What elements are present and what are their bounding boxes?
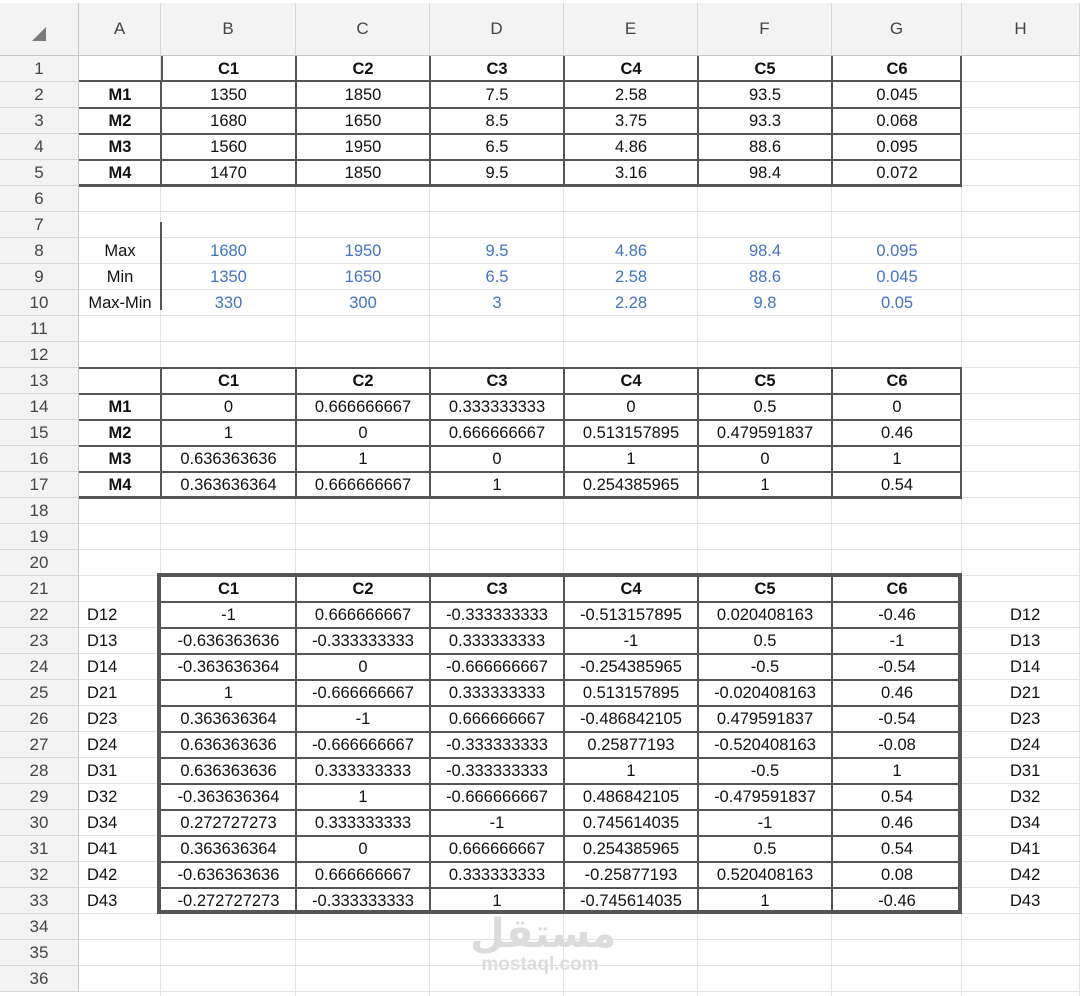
row-header-5[interactable]: 5 [0, 160, 79, 186]
table3-value-cell[interactable]: 0.486842105 [582, 788, 680, 806]
table3-inner-border [161, 887, 958, 889]
table3-inner-border [295, 573, 297, 913]
stats-value-cell[interactable]: 330 [214, 294, 243, 312]
table2-border [79, 445, 962, 447]
table3-value-cell[interactable]: 0.333333333 [314, 762, 412, 780]
table3-inner-border [161, 809, 958, 811]
row-header-35[interactable]: 35 [0, 940, 79, 966]
table1-value-cell[interactable]: 0.045 [876, 86, 918, 104]
column-header-c[interactable]: C [296, 3, 430, 56]
table1-value-cell[interactable]: 0.095 [876, 138, 918, 156]
table3-value-cell[interactable]: 0.666666667 [314, 866, 412, 884]
table3-value-cell[interactable]: 0.636363636 [180, 736, 277, 754]
table2-value-cell[interactable]: 0.479591837 [716, 424, 814, 442]
table1-value-cell[interactable]: 8.5 [485, 112, 509, 130]
table3-value-cell[interactable]: 0.636363636 [180, 762, 277, 780]
table3-value-cell[interactable]: -0.46 [878, 892, 916, 910]
table2-border [160, 368, 162, 498]
table2-header-cell[interactable]: C5 [754, 372, 776, 390]
table3-value-cell[interactable]: 1 [760, 892, 770, 910]
column-header-h[interactable]: H [962, 3, 1080, 56]
watermark-latin: mostaql.com [481, 954, 599, 975]
table2-value-cell[interactable]: 1 [223, 424, 234, 442]
stats-value-cell[interactable]: 0.045 [876, 268, 918, 286]
table1-value-cell[interactable]: 1850 [344, 86, 382, 104]
table3-row-label-right[interactable]: D23 [1010, 710, 1041, 728]
table1-border [160, 82, 162, 186]
table1-border [563, 56, 565, 186]
table2-value-cell[interactable]: 1 [358, 450, 368, 468]
table1-value-cell[interactable]: 1850 [344, 164, 382, 182]
stats-value-cell[interactable]: 98.4 [748, 242, 782, 260]
table3-value-cell[interactable]: 0.666666667 [314, 606, 412, 624]
table3-value-cell[interactable]: -0.363636364 [177, 788, 280, 806]
table3-value-cell[interactable]: -1 [889, 632, 905, 650]
table2-value-cell[interactable]: 1 [892, 450, 902, 468]
table1-value-cell[interactable]: 88.6 [748, 138, 782, 156]
row-header-2[interactable]: 2 [0, 82, 79, 108]
table3-value-cell[interactable]: -0.54 [878, 658, 916, 676]
table3-row-label-right[interactable]: D31 [1010, 762, 1041, 780]
table3-value-cell[interactable]: -1 [489, 814, 505, 832]
column-header-e[interactable]: E [564, 3, 698, 56]
table2-border [697, 368, 699, 498]
table3-value-cell[interactable]: 0.363636364 [180, 840, 277, 858]
table1-value-cell[interactable]: 1680 [210, 112, 247, 130]
table3-header-cell[interactable]: C1 [217, 580, 240, 598]
stats-value-cell[interactable]: 1950 [344, 242, 382, 260]
row-header-13[interactable]: 13 [0, 368, 79, 394]
table3-inner-border [161, 731, 958, 733]
table3-value-cell[interactable]: 0.46 [880, 814, 914, 832]
row-header-25[interactable]: 25 [0, 680, 79, 706]
table1-header-cell[interactable]: C4 [620, 60, 642, 78]
stats-value-cell[interactable]: 1350 [210, 268, 247, 286]
table3-row-label[interactable]: D14 [87, 658, 118, 676]
stats-value-cell[interactable]: 2.58 [614, 268, 648, 286]
row-header-23[interactable]: 23 [0, 628, 79, 654]
row-header-8[interactable]: 8 [0, 238, 79, 264]
table3-row-label-right[interactable]: D21 [1010, 684, 1041, 702]
row-header-19[interactable]: 19 [0, 524, 79, 550]
watermark [470, 912, 617, 975]
table3-value-cell[interactable]: 0.745614035 [582, 814, 680, 832]
table3-value-cell[interactable]: -0.666666667 [446, 658, 548, 676]
table1-row-label[interactable]: M1 [108, 86, 132, 104]
table3-row-label[interactable]: D34 [87, 814, 118, 832]
table1-border [79, 159, 962, 161]
table3-value-cell[interactable]: 0.54 [880, 788, 914, 806]
table3-value-cell[interactable]: 0.479591837 [716, 710, 814, 728]
table3-value-cell[interactable]: 0.272727273 [180, 814, 277, 832]
column-header-a[interactable]: A [79, 3, 161, 56]
table3-value-cell[interactable]: 1 [358, 788, 368, 806]
table3-inner-border [161, 783, 958, 785]
table1-border [831, 56, 833, 186]
table1-row-label[interactable]: M4 [108, 164, 132, 182]
stats-value-cell[interactable]: 0.095 [876, 242, 918, 260]
row-header-31[interactable]: 31 [0, 836, 79, 862]
table3-value-cell[interactable]: 0.46 [880, 684, 914, 702]
table3-value-cell[interactable]: 0.333333333 [448, 632, 546, 650]
table2-value-cell[interactable]: 0.5 [753, 398, 777, 416]
stats-value-cell[interactable]: 1650 [344, 268, 382, 286]
table2-header-cell[interactable]: C1 [217, 372, 240, 390]
table3-inner-border [161, 861, 958, 863]
stats-label[interactable]: Max-Min [88, 294, 152, 312]
table2-border [295, 368, 297, 498]
row-header-36[interactable]: 36 [0, 966, 79, 992]
table1-value-cell[interactable]: 93.3 [748, 112, 782, 130]
row-header-28[interactable]: 28 [0, 758, 79, 784]
row-header-4[interactable]: 4 [0, 134, 79, 160]
table3-frame [157, 573, 962, 577]
row-header-1[interactable]: 1 [0, 56, 79, 82]
row-header-27[interactable]: 27 [0, 732, 79, 758]
row-header-18[interactable]: 18 [0, 498, 79, 524]
table3-value-cell[interactable]: 0.666666667 [448, 840, 546, 858]
table3-row-label-right[interactable]: D41 [1010, 840, 1041, 858]
table3-value-cell[interactable]: -0.25877193 [584, 866, 678, 884]
table3-value-cell[interactable]: 0.333333333 [448, 684, 546, 702]
table3-value-cell[interactable]: 0.363636364 [180, 710, 277, 728]
table3-row-label[interactable]: D42 [87, 866, 118, 884]
row-header-15[interactable]: 15 [0, 420, 79, 446]
row-header-11[interactable]: 11 [0, 316, 79, 342]
table1-border [79, 80, 962, 82]
row-header-17[interactable]: 17 [0, 472, 79, 498]
table3-inner-border [429, 573, 431, 913]
row-header-9[interactable]: 9 [0, 264, 79, 290]
table3-row-label-right[interactable]: D42 [1010, 866, 1041, 884]
table2-border [79, 393, 962, 395]
stats-value-cell[interactable]: 9.5 [485, 242, 509, 260]
table3-value-cell[interactable]: -0.486842105 [580, 710, 682, 728]
row-header-3[interactable]: 3 [0, 108, 79, 134]
row-header-21[interactable]: 21 [0, 576, 79, 602]
table2-value-cell[interactable]: 0.46 [880, 424, 914, 442]
table3-value-cell[interactable]: 0 [358, 840, 368, 858]
stats-label[interactable]: Min [106, 268, 134, 286]
table3-value-cell[interactable]: -0.5 [750, 658, 780, 676]
table1-border [79, 107, 962, 109]
table2-value-cell[interactable]: 1 [760, 476, 770, 494]
table1-value-cell[interactable]: 4.86 [614, 138, 648, 156]
table3-row-label[interactable]: D24 [87, 736, 118, 754]
row-header-34[interactable]: 34 [0, 914, 79, 940]
row-header-24[interactable]: 24 [0, 654, 79, 680]
table3-value-cell[interactable]: -0.333333333 [446, 762, 548, 780]
stats-value-cell[interactable]: 2.28 [614, 294, 648, 312]
table3-row-label-right[interactable]: D43 [1010, 892, 1041, 910]
table2-header-cell[interactable]: C3 [486, 372, 508, 390]
table3-inner-border [161, 601, 958, 603]
table2-header-cell[interactable]: C4 [620, 372, 642, 390]
table3-value-cell[interactable]: 1 [892, 762, 902, 780]
table3-inner-border [161, 757, 958, 759]
table1-value-cell[interactable]: 1350 [210, 86, 247, 104]
table1-header-cell[interactable]: C1 [217, 60, 240, 78]
row-header-32[interactable]: 32 [0, 862, 79, 888]
table1-border [79, 133, 962, 135]
table3-inner-border [161, 705, 958, 707]
table3-value-cell[interactable]: -0.46 [878, 606, 916, 624]
table1-header-cell[interactable]: C5 [754, 60, 776, 78]
table3-row-label-right[interactable]: D12 [1010, 606, 1041, 624]
stats-value-cell[interactable]: 3 [492, 294, 502, 312]
table2-border [563, 368, 565, 498]
table3-value-cell[interactable]: -0.08 [878, 736, 916, 754]
table1-value-cell[interactable]: 0.072 [876, 164, 918, 182]
table3-value-cell[interactable]: -0.666666667 [446, 788, 548, 806]
table2-value-cell[interactable]: 0 [626, 398, 636, 416]
watermark-arabic: مستقل [470, 912, 617, 956]
row-header-33[interactable]: 33 [0, 888, 79, 914]
table3-value-cell[interactable]: 0.25877193 [587, 736, 675, 754]
table2-value-cell[interactable]: 0 [760, 450, 770, 468]
table1-border [295, 56, 297, 186]
table1-value-cell[interactable]: 3.75 [614, 112, 648, 130]
row-header-16[interactable]: 16 [0, 446, 79, 472]
table1-border [960, 56, 962, 186]
table3-inner-border [161, 653, 958, 655]
table1-value-cell[interactable]: 6.5 [485, 138, 509, 156]
table1-border [79, 184, 962, 187]
table3-row-label-right[interactable]: D34 [1010, 814, 1041, 832]
row-header-14[interactable]: 14 [0, 394, 79, 420]
table2-border [79, 471, 962, 473]
table3-value-cell[interactable]: 0.020408163 [716, 606, 814, 624]
table2-value-cell[interactable]: 0.363636364 [180, 476, 277, 494]
table3-value-cell[interactable]: 0 [358, 658, 368, 676]
stats-label[interactable]: Max [104, 242, 136, 260]
stats-value-cell[interactable]: 88.6 [748, 268, 782, 286]
row-header-6[interactable]: 6 [0, 186, 79, 212]
stats-value-cell[interactable]: 6.5 [485, 268, 509, 286]
table3-row-label[interactable]: D23 [87, 710, 118, 728]
table3-row-label[interactable]: D41 [87, 840, 118, 858]
table1-value-cell[interactable]: 9.5 [485, 164, 509, 182]
table3-inner-border [563, 573, 565, 913]
table2-header-cell[interactable]: C2 [352, 372, 374, 390]
table2-value-cell[interactable]: 0.666666667 [314, 476, 412, 494]
select-all-triangle-icon [32, 27, 46, 41]
table3-value-cell[interactable]: -0.5 [750, 762, 780, 780]
table3-value-cell[interactable]: -0.363636364 [177, 658, 280, 676]
table2-row-label[interactable]: M2 [108, 424, 132, 442]
table3-inner-border [161, 835, 958, 837]
table3-value-cell[interactable]: 0.5 [753, 840, 777, 858]
gridline-horizontal [79, 523, 1080, 524]
table2-value-cell[interactable]: 0.54 [880, 476, 914, 494]
table3-value-cell[interactable]: -0.333333333 [446, 736, 548, 754]
row-header-26[interactable]: 26 [0, 706, 79, 732]
table3-value-cell[interactable]: -0.254385965 [580, 658, 682, 676]
table3-row-label[interactable]: D32 [87, 788, 118, 806]
table1-header-cell[interactable]: C6 [886, 60, 908, 78]
stats-value-cell[interactable]: 0.05 [880, 294, 914, 312]
row-header-7[interactable]: 7 [0, 212, 79, 238]
table3-frame [958, 573, 962, 913]
table3-value-cell[interactable]: -1 [221, 606, 236, 624]
table2-row-label[interactable]: M1 [108, 398, 132, 416]
stats-value-cell[interactable]: 9.8 [753, 294, 777, 312]
table3-value-cell[interactable]: 0.666666667 [448, 710, 546, 728]
table2-border [960, 368, 962, 498]
stats-divider [160, 222, 162, 310]
table2-value-cell[interactable]: 0.254385965 [582, 476, 680, 494]
row-header-20[interactable]: 20 [0, 550, 79, 576]
table3-inner-border [697, 573, 699, 913]
table1-value-cell[interactable]: 7.5 [485, 86, 509, 104]
gridline-horizontal [79, 549, 1080, 550]
table3-value-cell[interactable]: 0.513157895 [582, 684, 680, 702]
table3-value-cell[interactable]: -0.666666667 [312, 684, 414, 702]
table3-header-cell[interactable]: C5 [754, 580, 776, 598]
table3-row-label[interactable]: D13 [87, 632, 118, 650]
table3-header-cell[interactable]: C2 [352, 580, 374, 598]
table3-value-cell[interactable]: -0.020408163 [714, 684, 816, 702]
row-header-12[interactable]: 12 [0, 342, 79, 368]
table2-value-cell[interactable]: 0.333333333 [448, 398, 546, 416]
table3-value-cell[interactable]: -0.333333333 [312, 632, 414, 650]
table1-header-cell[interactable]: C2 [352, 60, 374, 78]
column-header-d[interactable]: D [430, 3, 564, 56]
table3-header-cell[interactable]: C3 [486, 580, 508, 598]
table2-value-cell[interactable]: 0 [892, 398, 902, 416]
table3-row-label[interactable]: D12 [87, 606, 118, 624]
table3-value-cell[interactable]: -0.333333333 [312, 892, 414, 910]
table3-inner-border [831, 573, 833, 913]
table3-header-cell[interactable]: C6 [886, 580, 908, 598]
table3-value-cell[interactable]: 0.08 [880, 866, 914, 884]
table2-value-cell[interactable]: 0 [492, 450, 502, 468]
table2-row-label[interactable]: M3 [108, 450, 132, 468]
table3-row-label-right[interactable]: D32 [1010, 788, 1041, 806]
table3-value-cell[interactable]: 1 [626, 762, 636, 780]
table2-header-cell[interactable]: C6 [886, 372, 908, 390]
stats-value-cell[interactable]: 300 [349, 294, 377, 312]
table1-row-label[interactable]: M2 [108, 112, 132, 130]
table2-value-cell[interactable]: 0 [223, 398, 234, 416]
gridline-horizontal [79, 211, 1080, 212]
gridline-horizontal [79, 341, 1080, 342]
table1-value-cell[interactable]: 3.16 [614, 164, 648, 182]
table1-row-label[interactable]: M3 [108, 138, 132, 156]
table2-value-cell[interactable]: 0.666666667 [448, 424, 546, 442]
table2-border [831, 368, 833, 498]
table2-value-cell[interactable]: 1 [626, 450, 636, 468]
table1-border [697, 56, 699, 186]
table3-inner-border [161, 679, 958, 681]
table3-value-cell[interactable]: 0.333333333 [314, 814, 412, 832]
table3-row-label[interactable]: D43 [87, 892, 118, 910]
table3-value-cell[interactable]: -0.479591837 [714, 788, 816, 806]
table3-value-cell[interactable]: -0.636363636 [177, 866, 280, 884]
row-header-10[interactable]: 10 [0, 290, 79, 316]
table1-value-cell[interactable]: 98.4 [748, 164, 782, 182]
table3-value-cell[interactable]: -0.745614035 [580, 892, 682, 910]
table3-value-cell[interactable]: -0.333333333 [446, 606, 548, 624]
stats-value-cell[interactable]: 1680 [210, 242, 247, 260]
table1-border [429, 56, 431, 186]
table3-inner-border [161, 627, 958, 629]
gridline-horizontal [79, 237, 1080, 238]
table2-value-cell[interactable]: 1 [492, 476, 502, 494]
table3-value-cell[interactable]: 0.254385965 [582, 840, 680, 858]
table2-value-cell[interactable]: 0 [358, 424, 368, 442]
table2-value-cell[interactable]: 0.636363636 [180, 450, 277, 468]
table3-value-cell[interactable]: -0.272727273 [177, 892, 280, 910]
table3-value-cell[interactable]: 1 [223, 684, 234, 702]
table3-value-cell[interactable]: -0.513157895 [580, 606, 682, 624]
table2-border [79, 496, 962, 499]
table3-value-cell[interactable]: -0.520408163 [714, 736, 816, 754]
table3-value-cell[interactable]: -1 [757, 814, 773, 832]
row-header-22[interactable]: 22 [0, 602, 79, 628]
table1-value-cell[interactable]: 1650 [344, 112, 382, 130]
table2-border [79, 419, 962, 421]
table1-value-cell[interactable]: 0.068 [876, 112, 918, 130]
column-header-g[interactable]: G [832, 3, 962, 56]
table2-border [79, 367, 962, 369]
table3-header-cell[interactable]: C4 [620, 580, 642, 598]
table1-value-cell[interactable]: 1560 [210, 138, 247, 156]
table2-value-cell[interactable]: 0.666666667 [314, 398, 412, 416]
column-header-f[interactable]: F [698, 3, 832, 56]
table1-value-cell[interactable]: 1950 [344, 138, 382, 156]
table1-value-cell[interactable]: 2.58 [614, 86, 648, 104]
table3-row-label-right[interactable]: D14 [1010, 658, 1041, 676]
table2-border [429, 368, 431, 498]
table3-row-label-right[interactable]: D13 [1010, 632, 1041, 650]
gridline-horizontal [79, 991, 1080, 992]
table3-row-label[interactable]: D31 [87, 762, 118, 780]
table1-value-cell[interactable]: 93.5 [748, 86, 782, 104]
table3-value-cell[interactable]: 0.5 [753, 632, 777, 650]
select-all-corner[interactable] [0, 3, 79, 56]
table3-row-label-right[interactable]: D24 [1010, 736, 1041, 754]
table3-value-cell[interactable]: 0.333333333 [448, 866, 546, 884]
table3-value-cell[interactable]: -1 [623, 632, 639, 650]
table3-value-cell[interactable]: -1 [355, 710, 371, 728]
table3-value-cell[interactable]: 0.520408163 [716, 866, 814, 884]
row-header-29[interactable]: 29 [0, 784, 79, 810]
table2-row-label[interactable]: M4 [108, 476, 132, 494]
table3-value-cell[interactable]: -0.636363636 [177, 632, 280, 650]
table3-value-cell[interactable]: 0.54 [880, 840, 914, 858]
table1-value-cell[interactable]: 1470 [210, 164, 247, 182]
row-header-30[interactable]: 30 [0, 810, 79, 836]
table3-value-cell[interactable]: -0.666666667 [312, 736, 414, 754]
table3-value-cell[interactable]: -0.54 [878, 710, 916, 728]
table1-header-cell[interactable]: C3 [486, 60, 508, 78]
table3-value-cell[interactable]: 1 [492, 892, 502, 910]
column-header-b[interactable]: B [161, 3, 296, 56]
stats-value-cell[interactable]: 4.86 [614, 242, 648, 260]
table1-border [161, 56, 163, 82]
table3-row-label[interactable]: D21 [87, 684, 118, 702]
table2-value-cell[interactable]: 0.513157895 [582, 424, 680, 442]
